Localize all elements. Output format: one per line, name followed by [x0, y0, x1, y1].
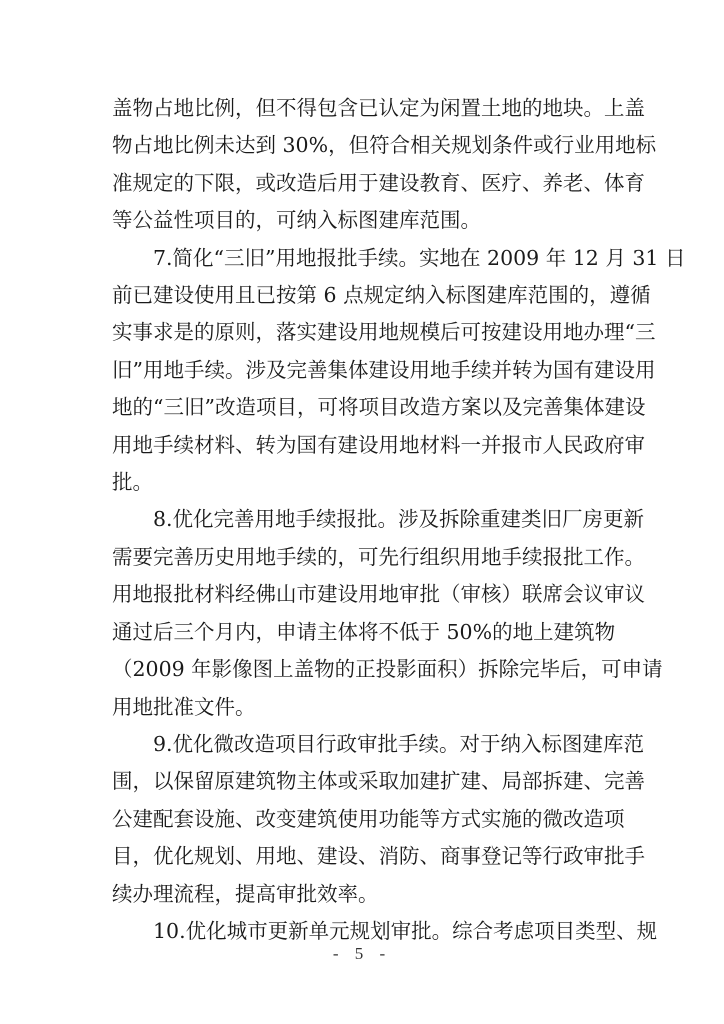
text-line: 10.优化城市更新单元规划审批。综合考虑项目类型、规: [153, 918, 658, 943]
text-line: 9.优化微改造项目行政审批手续。对于纳入标图建库范: [153, 731, 645, 756]
text-line: 需要完善历史用地手续的，可先行组织用地手续报批工作。: [112, 544, 645, 569]
text-line: 8.优化完善用地手续报批。涉及拆除重建类旧厂房更新: [153, 507, 645, 532]
text-line: 用地批准文件。: [112, 694, 256, 719]
text-line: 实事求是的原则，落实建设用地规模后可按建设用地办理“三: [112, 320, 656, 345]
page-number: - 5 -: [332, 944, 392, 963]
text-line: 续办理流程，提高审批效率。: [112, 881, 379, 906]
text-line: 目，优化规划、用地、建设、消防、商事登记等行政审批手: [112, 844, 645, 869]
text-line: 物占地比例未达到 30%，但符合相关规划条件或行业用地标: [112, 133, 657, 158]
body-text: [112, 90, 686, 950]
paragraph-continuation: [112, 90, 657, 240]
text-line: 旧”用地手续。涉及完善集体建设用地手续并转为国有建设用: [112, 357, 656, 382]
text-line: 围，以保留原建筑物主体或采取加建扩建、局部拆建、完善: [112, 769, 645, 794]
text-line: 准规定的下限，或改造后用于建设教育、医疗、养老、体育: [112, 170, 645, 195]
text-line: 前已建设使用且已按第 6 点规定纳入标图建库范围的，遵循: [112, 283, 651, 308]
text-line: （2009 年影像图上盖物的正投影面积）拆除完毕后，可申请: [112, 657, 663, 682]
paragraph-item-7: [112, 240, 686, 502]
text-line: 7.简化“三旧”用地报批手续。实地在 2009 年 12 月 31 日: [153, 245, 686, 270]
text-line: 批。: [112, 470, 153, 495]
paragraph-item-8: [112, 501, 663, 725]
paragraph-item-9: [112, 726, 645, 913]
text-line: 等公益性项目的，可纳入标图建库范围。: [112, 208, 481, 233]
text-line: 用地报批材料经佛山市建设用地审批（审核）联席会议审议: [112, 582, 645, 607]
text-line: 地的“三旧”改造项目，可将项目改造方案以及完善集体建设: [112, 395, 646, 420]
text-line: 通过后三个月内，申请主体将不低于 50%的地上建筑物: [112, 619, 616, 644]
text-line: 用地手续材料、转为国有建设用地材料一并报市人民政府审: [112, 432, 645, 457]
text-line: 公建配套设施、改变建筑使用功能等方式实施的微改造项: [112, 806, 625, 831]
text-line: 盖物占地比例，但不得包含已认定为闲置土地的地块。上盖: [112, 96, 645, 120]
